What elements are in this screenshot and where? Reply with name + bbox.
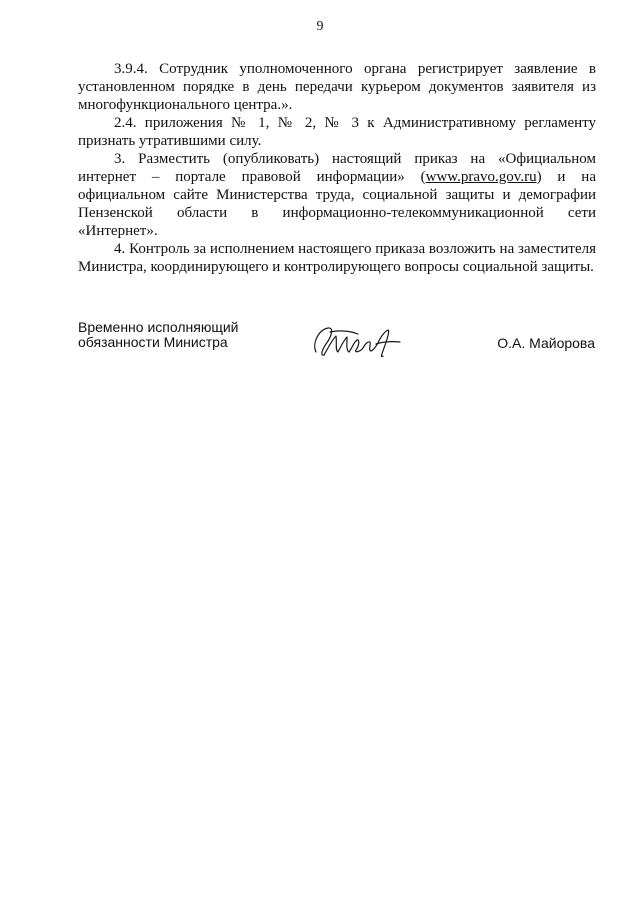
paragraph-4-control: 4. Контроль за исполнением настоящего приказа возложить на заместителя Министра, координирующего и контролирующего вопросы социальной защиты.	[78, 241, 596, 275]
paragraph-3-text-before: 3. Разместить (опубликовать) настоящий приказ на «Официальном интернет – портале правовой информации» (	[78, 151, 596, 185]
document-body	[78, 60, 596, 276]
signatory-title	[78, 320, 238, 350]
page-number: 9	[316, 19, 324, 34]
paragraph-3-9-4: 3.9.4. Сотрудник уполномоченного органа регистрирует заявление в установленном порядке в день передачи курьером документов заявителя из многофункционального центра.».	[78, 61, 596, 113]
paragraph-2-4: 2.4. приложения № 1, № 2, № 3 к Административному регламенту признать утратившими силу.	[78, 115, 596, 149]
paragraph-3-text-after: ) и на официальном сайте Министерства труда, социальной защиты и демографии Пензенской области в информационно-телекоммуникационной сети «Интернет».	[78, 169, 596, 239]
signatory-name: О.А. Майорова	[497, 335, 595, 351]
handwritten-signature-icon	[310, 322, 410, 362]
paragraph-3-publish	[78, 150, 596, 240]
signatory-title-line-1: Временно исполняющий	[78, 319, 239, 335]
pravo-gov-link[interactable]: www.pravo.gov.ru	[425, 169, 537, 185]
signatory-title-line-2: обязанности Министра	[78, 334, 228, 350]
